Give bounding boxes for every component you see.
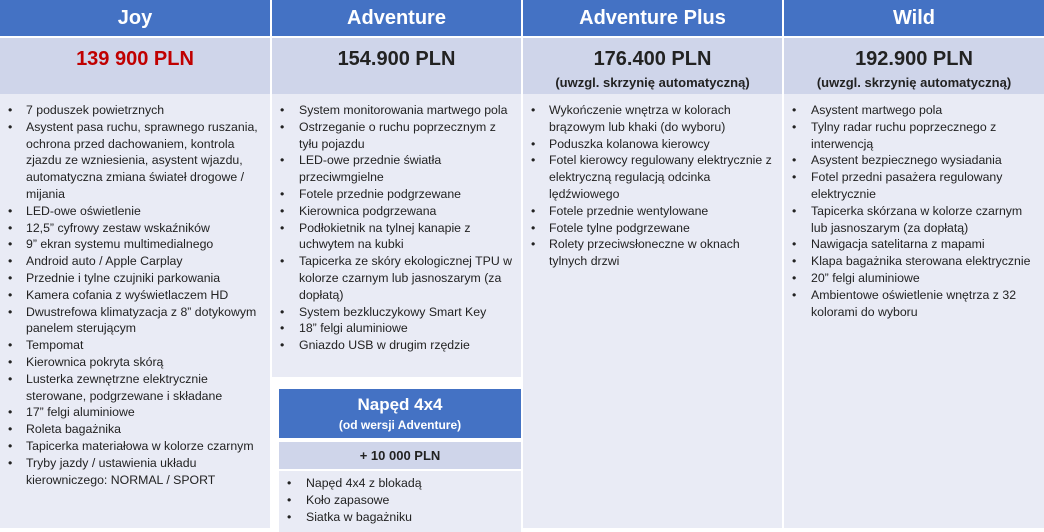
feature-item: • Kamera cofania z wyświetlaczem HD (0, 287, 264, 304)
trim-price: 176.400 PLN (593, 48, 712, 70)
trim-price-cell (523, 36, 782, 94)
feature-item: • Ostrzeganie o ruchu poprzecznym z tyłu pojazdu (272, 119, 515, 153)
feature-list (523, 94, 782, 270)
feature-item: • Ambientowe oświetlenie wnętrza z 32 kolorami do wyboru (784, 287, 1038, 321)
feature-item: • Rolety przeciwsłoneczne w oknach tylnych drzwi (523, 236, 776, 270)
feature-list (279, 471, 521, 525)
feature-item: • 7 poduszek powietrznych (0, 102, 264, 119)
feature-list-cell (784, 94, 1044, 528)
option-4x4-feature-cell (279, 471, 521, 532)
feature-item: • Koło zapasowe (279, 492, 515, 509)
feature-item: • Napęd 4x4 z blokadą (279, 475, 515, 492)
feature-item: • Tapicerka skórzana w kolorze czarnym lub jasnoszarym (za dopłatą) (784, 203, 1038, 237)
trim-price: 154.900 PLN (337, 48, 456, 70)
feature-item: • Kierownica podgrzewana (272, 203, 515, 220)
feature-item: • Roleta bagażnika (0, 421, 264, 438)
feature-item: • System monitorowania martwego pola (272, 102, 515, 119)
feature-item: • Fotel przedni pasażera regulowany elektrycznie (784, 169, 1038, 203)
trim-column-adventure-plus (523, 0, 782, 528)
option-4x4-subtitle: (od wersji Adventure) (338, 418, 462, 432)
feature-item: • LED-owe przednie światła przeciwmgielne (272, 152, 515, 186)
trim-column-adventure (272, 0, 521, 377)
feature-item: • Fotel kierowcy regulowany elektrycznie z elektryczną regulacją odcinka lędźwiowego (523, 152, 776, 202)
feature-item: • Tapicerka materiałowa w kolorze czarnym (0, 438, 264, 455)
feature-list-cell (523, 94, 782, 528)
feature-list-cell (0, 94, 270, 528)
feature-item: • Fotele przednie wentylowane (523, 203, 776, 220)
trim-price: 192.900 PLN (855, 48, 973, 70)
trim-name: Adventure Plus (523, 0, 782, 36)
trim-column-wild (784, 0, 1044, 528)
feature-item: • Fotele tylne podgrzewane (523, 220, 776, 237)
feature-item: • Tryby jazdy / ustawienia układu kierowniczego: NORMAL / SPORT (0, 455, 264, 489)
trim-name: Joy (0, 0, 270, 36)
trim-name: Wild (784, 0, 1044, 36)
feature-item: • Tapicerka ze skóry ekologicznej TPU w kolorze czarnym lub jasnoszarym (za dopłatą) (272, 253, 515, 303)
feature-item: • Przednie i tylne czujniki parkowania (0, 270, 264, 287)
feature-item: • Nawigacja satelitarna z mapami (784, 236, 1038, 253)
trim-price-cell (0, 36, 270, 94)
feature-item: • Wykończenie wnętrza w kolorach brązowym lub khaki (do wyboru) (523, 102, 776, 136)
feature-item: • 17” felgi aluminiowe (0, 404, 264, 421)
trim-column-joy (0, 0, 270, 528)
option-4x4-price: + 10 000 PLN (279, 442, 521, 469)
feature-item: • 20” felgi aluminiowe (784, 270, 1038, 287)
trim-price-note: (uwzgl. skrzynię automatyczną) (816, 75, 1012, 90)
option-4x4-header (279, 389, 521, 438)
feature-item: • Lusterka zewnętrzne elektrycznie sterowane, podgrzewane i składane (0, 371, 264, 405)
feature-item: • Asystent martwego pola (784, 102, 1038, 119)
feature-item: • Tylny radar ruchu poprzecznego z interwencją (784, 119, 1038, 153)
feature-list (272, 94, 521, 354)
feature-item: • 12,5” cyfrowy zestaw wskaźników (0, 220, 264, 237)
feature-list (784, 94, 1044, 320)
option-4x4-title: Napęd 4x4 (357, 395, 443, 414)
feature-item: • 18” felgi aluminiowe (272, 320, 515, 337)
feature-item: • System bezkluczykowy Smart Key (272, 304, 515, 321)
trim-name: Adventure (272, 0, 521, 36)
trim-price-note: (uwzgl. skrzynię automatyczną) (555, 75, 750, 90)
feature-item: • Podłokietnik na tylnej kanapie z uchwytem na kubki (272, 220, 515, 254)
feature-item: • Gniazdo USB w drugim rzędzie (272, 337, 515, 354)
trim-price: 139 900 PLN (76, 48, 194, 70)
feature-item: • Dwustrefowa klimatyzacja z 8” dotykowym panelem sterującym (0, 304, 264, 338)
feature-item: • Fotele przednie podgrzewane (272, 186, 515, 203)
feature-item: • LED-owe oświetlenie (0, 203, 264, 220)
feature-item: • Android auto / Apple Carplay (0, 253, 264, 270)
feature-item: • Asystent pasa ruchu, sprawnego ruszania, ochrona przed dachowaniem, kontrola zjazdu ze wzniesienia, asystent wjazdu, automatyczna zmiana świateł drogowe / mijania (0, 119, 264, 203)
feature-item: • Siatka w bagażniku (279, 509, 515, 526)
trim-price-cell (784, 36, 1044, 94)
feature-item: • Asystent bezpiecznego wysiadania (784, 152, 1038, 169)
feature-item: • Klapa bagażnika sterowana elektrycznie (784, 253, 1038, 270)
feature-item: • Tempomat (0, 337, 264, 354)
feature-item: • 9” ekran systemu multimedialnego (0, 236, 264, 253)
feature-item: • Kierownica pokryta skórą (0, 354, 264, 371)
trim-price-cell (272, 36, 521, 94)
feature-list (0, 94, 270, 488)
feature-item: • Poduszka kolanowa kierowcy (523, 136, 776, 153)
feature-list-cell (272, 94, 521, 377)
